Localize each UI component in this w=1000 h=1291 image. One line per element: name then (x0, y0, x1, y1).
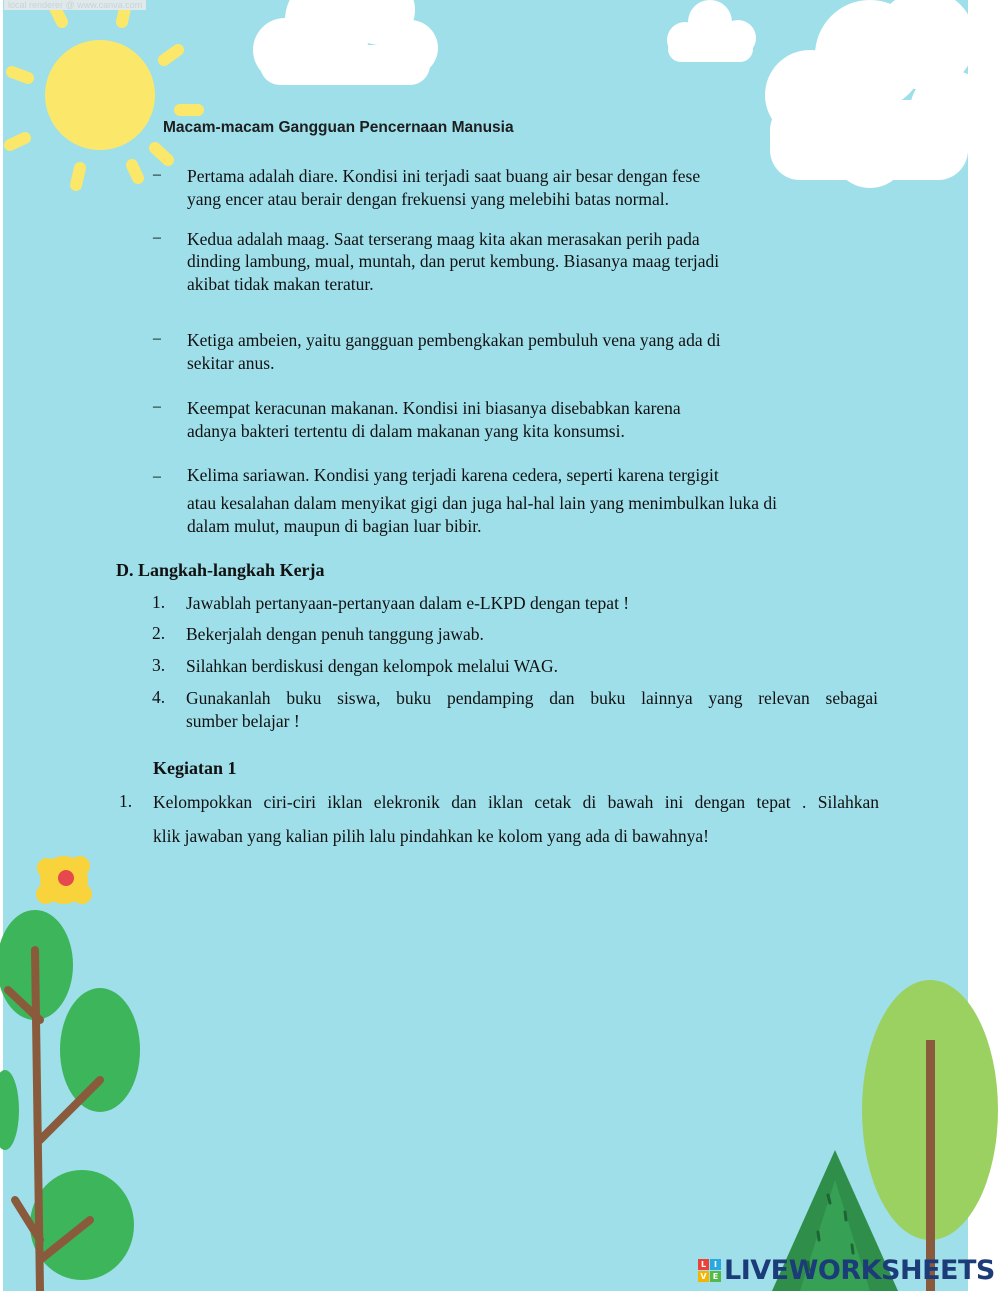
step-number: 2. (152, 623, 166, 643)
bullet-marker: − (152, 228, 162, 248)
bullet-line: Kedua adalah maag. Saat terserang maag kita akan merasakan perih pada (187, 229, 700, 249)
badge-letter: I (710, 1259, 721, 1270)
step-text: Bekerjalah dengan penuh tanggung jawab. (186, 624, 484, 644)
sun-icon (10, 8, 198, 185)
bullet-line: atau kesalahan dalam menyikat gigi dan juga hal-hal lain yang menimbulkan luka di (187, 493, 777, 513)
activity-instruction: klik jawaban yang kalian pilih lalu pindahkan ke kolom yang ada di bawahnya! (153, 826, 709, 846)
activity-heading: Kegiatan 1 (153, 758, 237, 778)
bullet-line: Ketiga ambeien, yaitu gangguan pembengkakan pembuluh vena yang ada di (187, 330, 721, 350)
section-heading: D. Langkah-langkah Kerja (116, 560, 325, 580)
step-number: 1. (152, 592, 166, 612)
tree-icon (772, 980, 998, 1291)
bullet-line: adanya bakteri tertentu di dalam makanan yang kita konsumsi. (187, 421, 625, 441)
logo-text: LIVEWORKSHEETS (724, 1255, 995, 1286)
badge-letter: L (698, 1259, 709, 1270)
cloud-icon (765, 0, 990, 188)
tree-icon (0, 910, 140, 1291)
step-text: sumber belajar ! (186, 711, 300, 731)
liveworksheets-logo[interactable] (698, 1255, 995, 1286)
cloud-icon (253, 0, 438, 85)
bullet-line: yang encer atau berair dengan frekuensi yang melebihi batas normal. (187, 189, 670, 209)
step-number: 4. (152, 687, 166, 707)
bullet-line: dinding lambung, mual, muntah, dan perut kembung. Biasanya maag terjadi (187, 251, 720, 271)
bullet-marker: − (152, 329, 162, 349)
step-number: 3. (152, 655, 166, 675)
step-text: Gunakanlah buku siswa, buku pendamping dan buku lainnya yang relevan sebagai (186, 688, 878, 708)
step-text: Silahkan berdiskusi dengan kelompok melalui WAG. (186, 656, 558, 676)
cloud-icon (667, 0, 756, 62)
bullet-line: Kelima sariawan. Kondisi yang terjadi karena cedera, seperti karena tergigit (187, 465, 719, 485)
flower-icon (36, 856, 92, 904)
watermark: local renderer @ www.canva.com (4, 0, 146, 10)
bullet-marker: − (152, 165, 162, 185)
bullet-marker: − (152, 397, 162, 417)
step-text: Jawablah pertanyaan-pertanyaan dalam e-LKPD dengan tepat ! (186, 593, 630, 613)
activity-number: 1. (119, 791, 133, 811)
page-title: Macam-macam Gangguan Pencernaan Manusia (163, 119, 514, 136)
activity-instruction: Kelompokkan ciri-ciri iklan elekronik dan iklan cetak di bawah ini dengan tepat . Silahkan (153, 792, 879, 812)
badge-letter: V (698, 1271, 709, 1282)
bullet-line: akibat tidak makan teratur. (187, 274, 374, 294)
bullet-line: Keempat keracunan makanan. Kondisi ini biasanya disebabkan karena (187, 398, 681, 418)
live-badge-icon (698, 1259, 721, 1282)
bullet-line: sekitar anus. (187, 353, 275, 373)
bullet-line: Pertama adalah diare. Kondisi ini terjadi saat buang air besar dengan fese (187, 166, 701, 186)
bullet-line: dalam mulut, maupun di bagian luar bibir. (187, 516, 482, 536)
bullet-marker: − (152, 467, 162, 487)
badge-letter: E (710, 1271, 721, 1282)
